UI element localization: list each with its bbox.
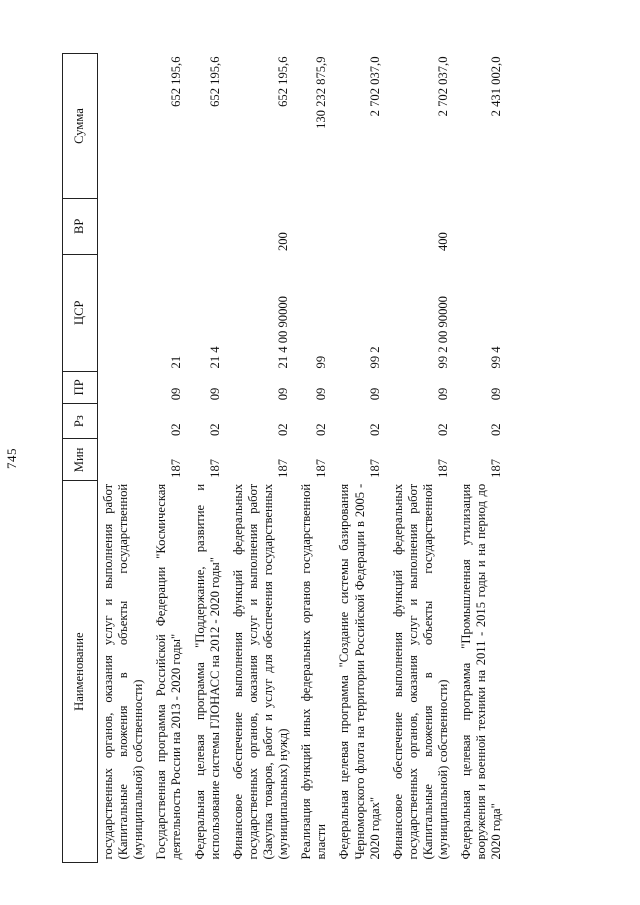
row-rz: 02 xyxy=(367,423,382,436)
header-sum: Сумма xyxy=(63,54,98,199)
table-header-row xyxy=(63,54,98,863)
row-vr: 400 xyxy=(436,232,451,252)
row-min: 187 xyxy=(436,458,451,478)
row-name: Федеральная целевая программа "Поддержание, развитие и использование системы ГЛОНАСС на 2012 - 2020 годы" xyxy=(192,483,222,860)
row-rz xyxy=(98,403,152,439)
row-csr xyxy=(98,254,152,371)
row-rz: 02 xyxy=(489,423,504,436)
row-sum: 652 195,6 xyxy=(207,56,222,107)
row-csr: 99 xyxy=(314,355,329,369)
table-row xyxy=(456,54,509,863)
row-vr: 200 xyxy=(276,232,291,252)
row-sum: 2 431 002,0 xyxy=(489,56,504,117)
header-csr: ЦСР xyxy=(63,254,98,371)
row-sum xyxy=(98,54,152,199)
table-row xyxy=(98,54,152,863)
header-name: Наименование xyxy=(63,481,98,863)
row-name: государственных органов, оказания услуг и выполнения работ (Капитальные вложения в объекты государственной (муниципальной) собственности) xyxy=(101,483,146,860)
row-vr xyxy=(296,199,334,255)
row-vr xyxy=(334,199,387,255)
row-pr: 09 xyxy=(314,387,329,401)
row-min: 187 xyxy=(489,458,504,478)
row-min: 187 xyxy=(169,458,184,478)
row-csr: 21 xyxy=(169,355,184,369)
row-name: Финансовое обеспечение выполнения функций федеральных государственных органов, оказания услуг и выполнения работ (Закупка товаров, работ и услуг для обеспечения государственных (муниципальных) нужд) xyxy=(230,483,291,860)
table-row xyxy=(228,54,296,863)
table-row xyxy=(296,54,334,863)
table-row xyxy=(151,54,189,863)
row-name: Федеральная целевая программа "Создание системы базирования Черноморского флота на территории Российской Федерации в 2005 - 2020 годах" xyxy=(337,483,382,860)
row-rz: 02 xyxy=(436,423,451,436)
page-number: 745 xyxy=(4,448,19,469)
row-csr: 99 4 xyxy=(489,346,504,369)
row-pr: 09 xyxy=(436,387,451,401)
row-vr xyxy=(456,199,509,255)
row-rz: 02 xyxy=(314,423,329,436)
row-pr xyxy=(98,371,152,403)
row-csr: 21 4 00 90000 xyxy=(276,296,291,369)
row-csr: 99 2 00 90000 xyxy=(436,296,451,369)
row-vr xyxy=(190,199,228,255)
row-min: 187 xyxy=(276,458,291,478)
row-pr: 09 xyxy=(207,387,222,401)
row-pr: 09 xyxy=(169,387,184,401)
row-sum: 130 232 875,9 xyxy=(314,56,329,129)
row-vr xyxy=(98,199,152,255)
row-min: 187 xyxy=(314,458,329,478)
header-rz: Рз xyxy=(63,403,98,439)
row-sum: 2 702 037,0 xyxy=(367,56,382,117)
row-sum: 2 702 037,0 xyxy=(436,56,451,117)
table-row xyxy=(388,54,456,863)
row-rz: 02 xyxy=(276,423,291,436)
row-name: Реализация функций иных федеральных органов государственной власти xyxy=(299,483,329,860)
row-sum: 652 195,6 xyxy=(276,56,291,107)
row-csr: 21 4 xyxy=(207,346,222,369)
row-name: Финансовое обеспечение выполнения функций федеральных государственных органов, оказания услуг и выполнения работ (Капитальные вложения в объекты государственной (муниципальной) собственности) xyxy=(390,483,451,860)
row-pr: 09 xyxy=(489,387,504,401)
row-csr: 99 2 xyxy=(367,346,382,369)
header-vr: ВР xyxy=(63,199,98,255)
row-pr: 09 xyxy=(276,387,291,401)
row-pr: 09 xyxy=(367,387,382,401)
row-min: 187 xyxy=(207,458,222,478)
row-vr xyxy=(151,199,189,255)
row-rz: 02 xyxy=(169,423,184,436)
row-sum: 652 195,6 xyxy=(169,56,184,107)
row-name: Государственная программа Российской Федерации "Космическая деятельность России на 2013 - 2020 годы" xyxy=(154,483,184,860)
table-row xyxy=(334,54,387,863)
budget-table xyxy=(62,53,510,863)
table-row xyxy=(190,54,228,863)
header-min: Мин xyxy=(63,439,98,481)
row-min: 187 xyxy=(367,458,382,478)
header-pr: ПР xyxy=(63,371,98,403)
row-min xyxy=(98,439,152,481)
row-name: Федеральная целевая программа "Промышленная утилизация вооружения и военной техники на 2011 - 2015 годы и на период до 2020 года" xyxy=(459,483,504,860)
row-rz: 02 xyxy=(207,423,222,436)
